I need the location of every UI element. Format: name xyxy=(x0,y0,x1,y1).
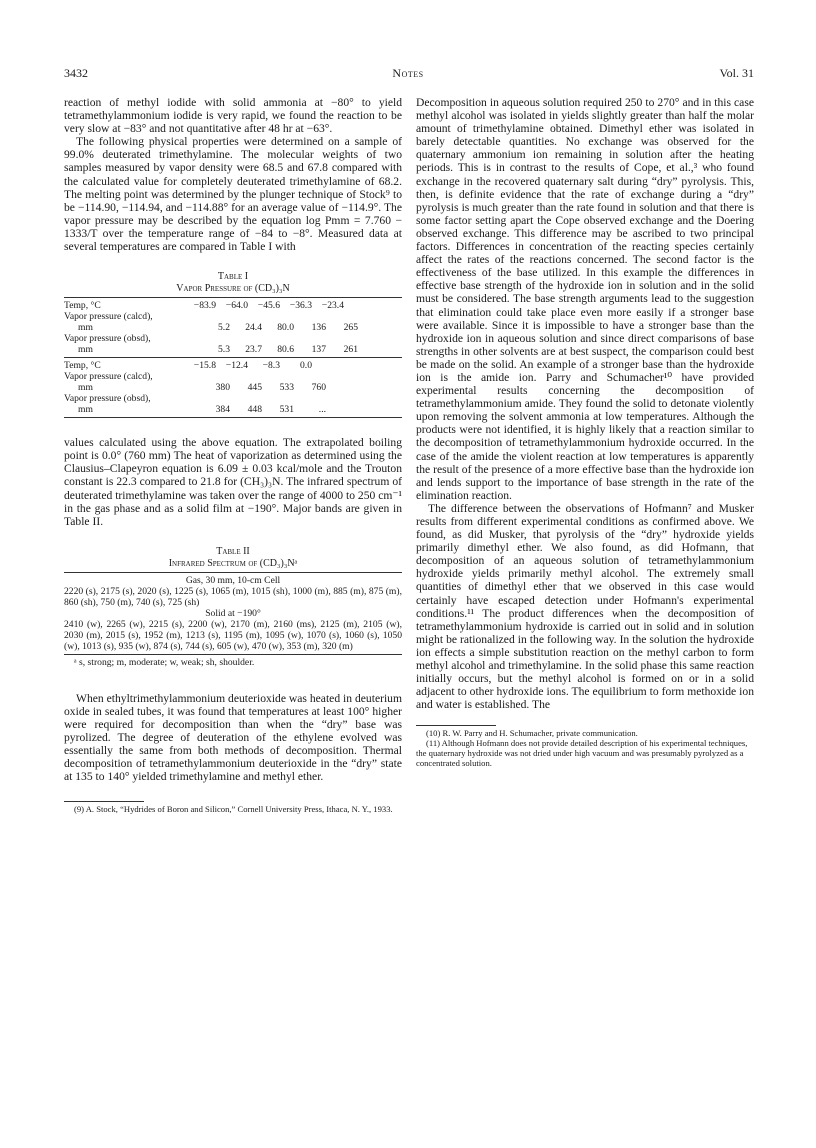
calcd-label: Vapor pressure (calcd), xyxy=(64,371,153,383)
table-cell: 5.2 xyxy=(218,322,230,334)
table-cell: −45.6 xyxy=(257,300,280,312)
volume-label: Vol. 31 xyxy=(719,66,754,80)
table-2-title: Table II xyxy=(216,545,250,557)
left-column xyxy=(64,96,402,814)
right-paragraph-1: Decomposition in aqueous solution required 250 to 270° and in this case methyl alcohol was isolated in yields slightly greater than half the molar amount of trimethylamine obtained. Dimethyl ether was isolated in barely detectable quantities. No exchange was observed for the quaternary ammonium ion remaining in solution after the heating periods. This is in contrast to the results of Cope, et al.,³ who found exchange in the recovered quaternary salt during “dry” pyrolysis. This, then, is definite evidence that the rate of exchange during a “dry” pyrolysis is much greater than the rate found in solution and that there is some factor setting apart the Cope observed exchange and the Doering observed exchange. This difference may be ascribed to two principal factors. Differences in concentration of the reacting species certainly affect the rates of the reactions concerned. The second factor is the effectiveness of the base utilized. In this example the differences in effective base strength of the hydroxide ion in solution and in the solid must be considered. The base strength arguments lead to the suggestion that elimination could take place even more easily if a stronger base were available. Since it is impossible to have a stronger base than the hydroxide ion in aqueous solution and since direct comparisons of base strengths in other solvents are at best suspect, the comparison could best be made on the solid. An example of a stronger base than the hydroxide ion is the amide ion. Parry and Schumacher¹⁰ have provided experimental results concerning the decomposition of tetramethylammonium amide. They found the solid to detonate violently upon removing the solvent ammonia at low temperatures. Although the products were not identified, it is highly likely that a reaction similar to the decomposition of tetramethylammonium hydroxide occurred. In the case of the amide the violent reaction at low temperatures is apparently the result of the presence of a more effective base than the hydroxide ion and lends support to the importance of base strength in the rate of the elimination reaction. xyxy=(416,96,754,502)
right-paragraph-2: The difference between the observations of Hofmann⁷ and Musker results from different experimental conditions as confirmed above. We found, as did Musker, that pyrolysis of the “dry” hydroxide yields primarily dimethyl ether. We also found, as did Hofmann, that decomposition of an aqueous solution of tetramethylammonium hydroxide yields primarily methyl alcohol. The extremely small quantities of dimethyl ether that we observed in this case would certainly have escaped detection under Hofmann's experimental conditions.¹¹ The product differences when the decomposition of tetramethylammonium hydroxide is carried out in solid and in solution might be rationalized in the following way. In the solution the hydroxide ion effects a simple substitution reaction on the methyl carbon to form methyl alcohol and trimethylamine. In the solid phase this same reaction initially occurs, but the methyl alcohol is formed on or in a solid adjacent to other hydroxide ions. The equilibrium to form methoxide ion and water is established. The xyxy=(416,501,754,712)
table-2-footnote: ᵃ s, strong; m, moderate; w, weak; sh, shoulder. xyxy=(74,656,255,668)
table-row xyxy=(64,393,402,404)
temp-label: Temp, °C xyxy=(64,300,101,312)
table-row xyxy=(64,371,402,382)
footnote-rule xyxy=(416,725,496,726)
obsd-label: Vapor pressure (obsd), xyxy=(64,393,151,405)
table-1-mid-rule xyxy=(64,357,402,358)
footnote-rule xyxy=(64,801,144,802)
table-cell: −64.0 xyxy=(225,300,248,312)
running-head: Notes xyxy=(392,66,424,80)
gas-phase-heading: Gas, 30 mm, 10-cm Cell xyxy=(185,574,281,586)
table-cell: 261 xyxy=(343,344,358,356)
table-cell: 80.6 xyxy=(277,344,294,356)
table-1-title: Table I xyxy=(217,271,249,283)
temp-label: Temp, °C xyxy=(64,360,101,372)
gas-phase-bands: 2220 (s), 2175 (s), 2020 (s), 1225 (s), 1065 (m), 1015 (sh), 1000 (m), 885 (m), 875 (m), 860 (sh), 750 (m), 740 (s), 725 (sh) xyxy=(64,585,402,608)
table-cell: 531 xyxy=(279,404,294,416)
table-2 xyxy=(64,546,402,668)
table-cell: −36.3 xyxy=(289,300,312,312)
table-row xyxy=(64,333,402,344)
table-1-top-rule xyxy=(64,297,402,298)
calcd-label: Vapor pressure (calcd), xyxy=(64,311,153,323)
table-row xyxy=(64,404,402,415)
table-cell: −8.3 xyxy=(262,360,280,372)
left-paragraph-1: reaction of methyl iodide with solid ammonia at −80° to yield tetramethylammonium iodide is very rapid, we found the reaction to be very slow at −83° and not quantitative after 48 hr at −63°. xyxy=(64,96,402,136)
table-row xyxy=(64,344,402,355)
table-1-subtitle: Vapor Pressure of (CD₃)₃N xyxy=(176,283,290,295)
footnote-10: (10) R. W. Parry and H. Schumacher, private communication. xyxy=(426,728,638,739)
table-cell: −15.8 xyxy=(193,360,216,372)
footnote-11: (11) Although Hofmann does not provide detailed description of his experimental techniques, the quaternary hydroxide was not dried under high vacuum and was presumably pyrolyzed as a concentrated solution. xyxy=(416,738,748,769)
left-paragraph-2: The following physical properties were determined on a sample of 99.0% deuterated trimethylamine. The molecular weights of two samples measured by vapor density were 68.5 and 67.8 compared with the calculated value for completely deuterated trimethylamine of 68.2. The melting point was determined by the plunger technique of Stock⁹ to be −114.90, −114.94, and −114.88° for an average value of −114.9°. The vapor pressure may be described by the equation log Pmm = 7.760 − 1333/T over the temperature range of −84 to −8°. Measured data at several temperatures are compared in Table I with xyxy=(64,135,402,254)
table-cell: −12.4 xyxy=(225,360,248,372)
table-cell: −83.9 xyxy=(193,300,216,312)
table-row xyxy=(64,300,402,311)
table-cell: 80.0 xyxy=(277,322,294,334)
table-2-bottom-rule xyxy=(64,654,402,655)
unit-label: mm xyxy=(78,404,93,416)
solid-phase-bands: 2410 (w), 2265 (w), 2215 (s), 2200 (w), 2170 (m), 2160 (ms), 2125 (m), 2105 (w), 2030 (m), 2015 (s), 1952 (m), 1213 (s), 1195 (m), 1095 (w), 1070 (s), 1060 (s), 1050 (w), 1013 (s), 935 (w), 874 (s), 744 (s), 605 (w), 470 (w), 353 (m), 320 (m) xyxy=(64,618,402,652)
table-1-bottom-rule xyxy=(64,417,402,418)
left-paragraph-3: values calculated using the above equation. The extrapolated boiling point is 0.0° (760 mm) The heat of vaporization as determined using the Clausius–Clapeyron equation is 6.09 ± 0.03 kcal/mole and the Trouton constant is 22.3 compared to 21.8 for (CH₃)₃N. The infrared spectrum of deuterated trimethylamine was taken over the range of 4000 to 250 cm⁻¹ in the gas phase and as a solid film at −190°. Major bands are given in Table II. xyxy=(64,436,402,528)
table-cell: 0.0 xyxy=(300,360,312,372)
table-1 xyxy=(64,271,402,418)
table-cell: 533 xyxy=(279,382,294,394)
table-cell: 5.3 xyxy=(218,344,230,356)
table-cell: 380 xyxy=(215,382,230,394)
table-cell: 265 xyxy=(343,322,358,334)
table-cell: 445 xyxy=(247,382,262,394)
table-cell: 760 xyxy=(311,382,326,394)
table-cell: ... xyxy=(318,404,326,416)
obsd-label: Vapor pressure (obsd), xyxy=(64,333,151,345)
page-number: 3432 xyxy=(64,66,88,80)
table-row xyxy=(64,382,402,393)
table-row xyxy=(64,322,402,333)
left-paragraph-4: When ethyltrimethylammonium deuterioxide was heated in deuterium oxide in sealed tubes, it was found that temperatures at least 100° higher were required for decomposition than when the “dry” base was pyrolized. The degree of deuteration of the ethylene evolved was essentially the same from both methods of decomposition. Thermal decomposition of tetramethylammonium deuterioxide in the “dry” state at 135 to 140° yielded trimethylamine and methyl ether. xyxy=(64,691,402,784)
table-cell: 137 xyxy=(311,344,326,356)
table-cell: 24.4 xyxy=(245,322,262,334)
unit-label: mm xyxy=(78,344,93,356)
table-cell: 23.7 xyxy=(245,344,262,356)
table-2-top-rule xyxy=(64,572,402,573)
table-cell: −23.4 xyxy=(321,300,344,312)
table-cell: 136 xyxy=(311,322,326,334)
table-cell: 448 xyxy=(247,404,262,416)
table-row xyxy=(64,360,402,371)
table-2-subtitle: Infrared Spectrum of (CD₃)₃Nᵃ xyxy=(168,557,298,569)
unit-label: mm xyxy=(78,322,93,334)
solid-phase-heading: Solid at −190° xyxy=(205,607,261,619)
table-row xyxy=(64,311,402,322)
table-cell: 384 xyxy=(215,404,230,416)
right-column xyxy=(416,96,754,768)
unit-label: mm xyxy=(78,382,93,394)
footnote-9: (9) A. Stock, “Hydrides of Boron and Silicon,” Cornell University Press, Ithaca, N. Y., 1933. xyxy=(74,804,393,815)
